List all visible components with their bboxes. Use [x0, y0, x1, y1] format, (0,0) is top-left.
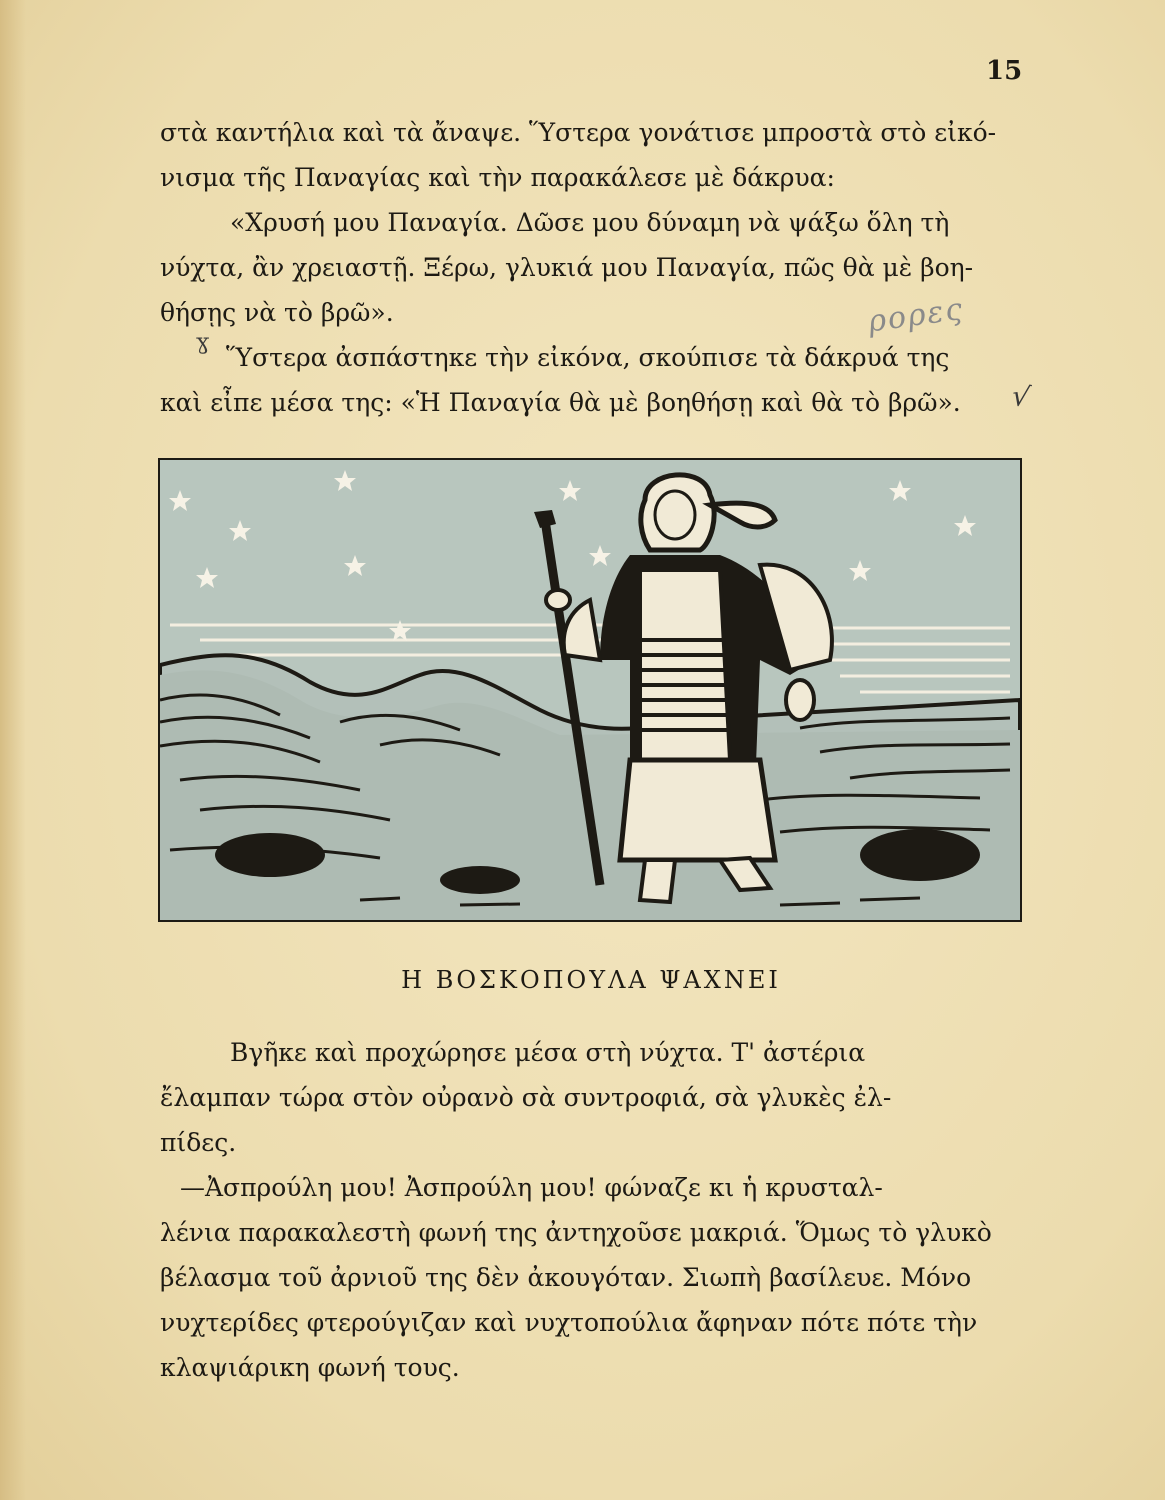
text-line: κλαψιάρικη φωνή τους.: [160, 1353, 460, 1382]
handwritten-annotation: ρορες: [866, 291, 967, 340]
text-line: Ὕστερα ἀσπάστηκε τὴν εἰκόνα, σκούπισε τὰ δάκρυά της: [226, 343, 950, 372]
chapter-title: Η ΒΟΣΚΟΠΟΥΛΑ ΨΑΧΝΕΙ: [401, 966, 781, 994]
text-line: λένια παρακαλεστὴ φωνή της ἀντηχοῦσε μακριά. Ὅμως τὸ γλυκὸ: [160, 1218, 992, 1247]
star-icon: [889, 480, 911, 501]
page-number: 15: [986, 56, 1023, 86]
text-line: στὰ καντήλια καὶ τὰ ἄναψε. Ὕστερα γονάτισε μπροστὰ στὸ εἰκό-: [160, 118, 997, 147]
dress-stripes: [642, 640, 728, 730]
text-line: Βγῆκε καὶ προχώρησε μέσα στὴ νύχτα. Τ' ἀστέρια: [230, 1038, 866, 1067]
shepherdess-illustration: [158, 458, 1022, 922]
text-line: θήσῃς νὰ τὸ βρῶ».: [160, 298, 394, 327]
margin-pencil-mark: ɣ: [196, 330, 210, 355]
text-line: ἔλαμπαν τώρα στὸν οὐρανὸ σὰ συντροφιά, σὰ γλυκὲς ἐλ-: [160, 1083, 892, 1112]
page-spine-shadow: [0, 0, 26, 1500]
star-icon: [849, 560, 871, 581]
woodcut-image: [160, 460, 1020, 920]
star-icon: [589, 545, 611, 566]
bottom-text-block: [160, 1030, 1022, 1390]
star-icon: [954, 515, 976, 536]
star-icon: [229, 520, 251, 541]
text-line: νύχτα, ἂν χρειαστῇ. Ξέρω, γλυκιά μου Παναγία, πῶς θὰ μὲ βοη-: [160, 253, 974, 282]
check-mark-icon: √: [1009, 378, 1033, 415]
text-line: καὶ εἶπε μέσα της: «Ἡ Παναγία θὰ μὲ βοηθήσῃ καὶ θὰ τὸ βρῶ».: [160, 388, 961, 417]
text-line: βέλασμα τοῦ ἀρνιοῦ της δὲν ἀκουγόταν. Σιωπὴ βασίλευε. Μόνο: [160, 1263, 972, 1292]
star-icon: [196, 567, 218, 588]
text-line: πίδες.: [160, 1128, 237, 1157]
star-icon: [344, 555, 366, 576]
star-icon: [389, 620, 411, 641]
star-icon: [334, 470, 356, 491]
text-line: νυχτερίδες φτερούγιζαν καὶ νυχτοπούλια ἄφηναν πότε πότε τὴν: [160, 1308, 978, 1337]
text-line: νισμα τῆς Παναγίας καὶ τὴν παρακάλεσε μὲ δάκρυα:: [160, 163, 835, 192]
star-icon: [559, 480, 581, 501]
star-icon: [169, 490, 191, 511]
text-line: —Ἀσπρούλη μου! Ἀσπρούλη μου! φώναζε κι ἡ κρυσταλ-: [180, 1173, 883, 1202]
text-line: «Χρυσή μου Παναγία. Δῶσε μου δύναμη νὰ ψάξω ὅλη τὴ: [230, 208, 950, 237]
top-text-block: [160, 110, 1022, 425]
